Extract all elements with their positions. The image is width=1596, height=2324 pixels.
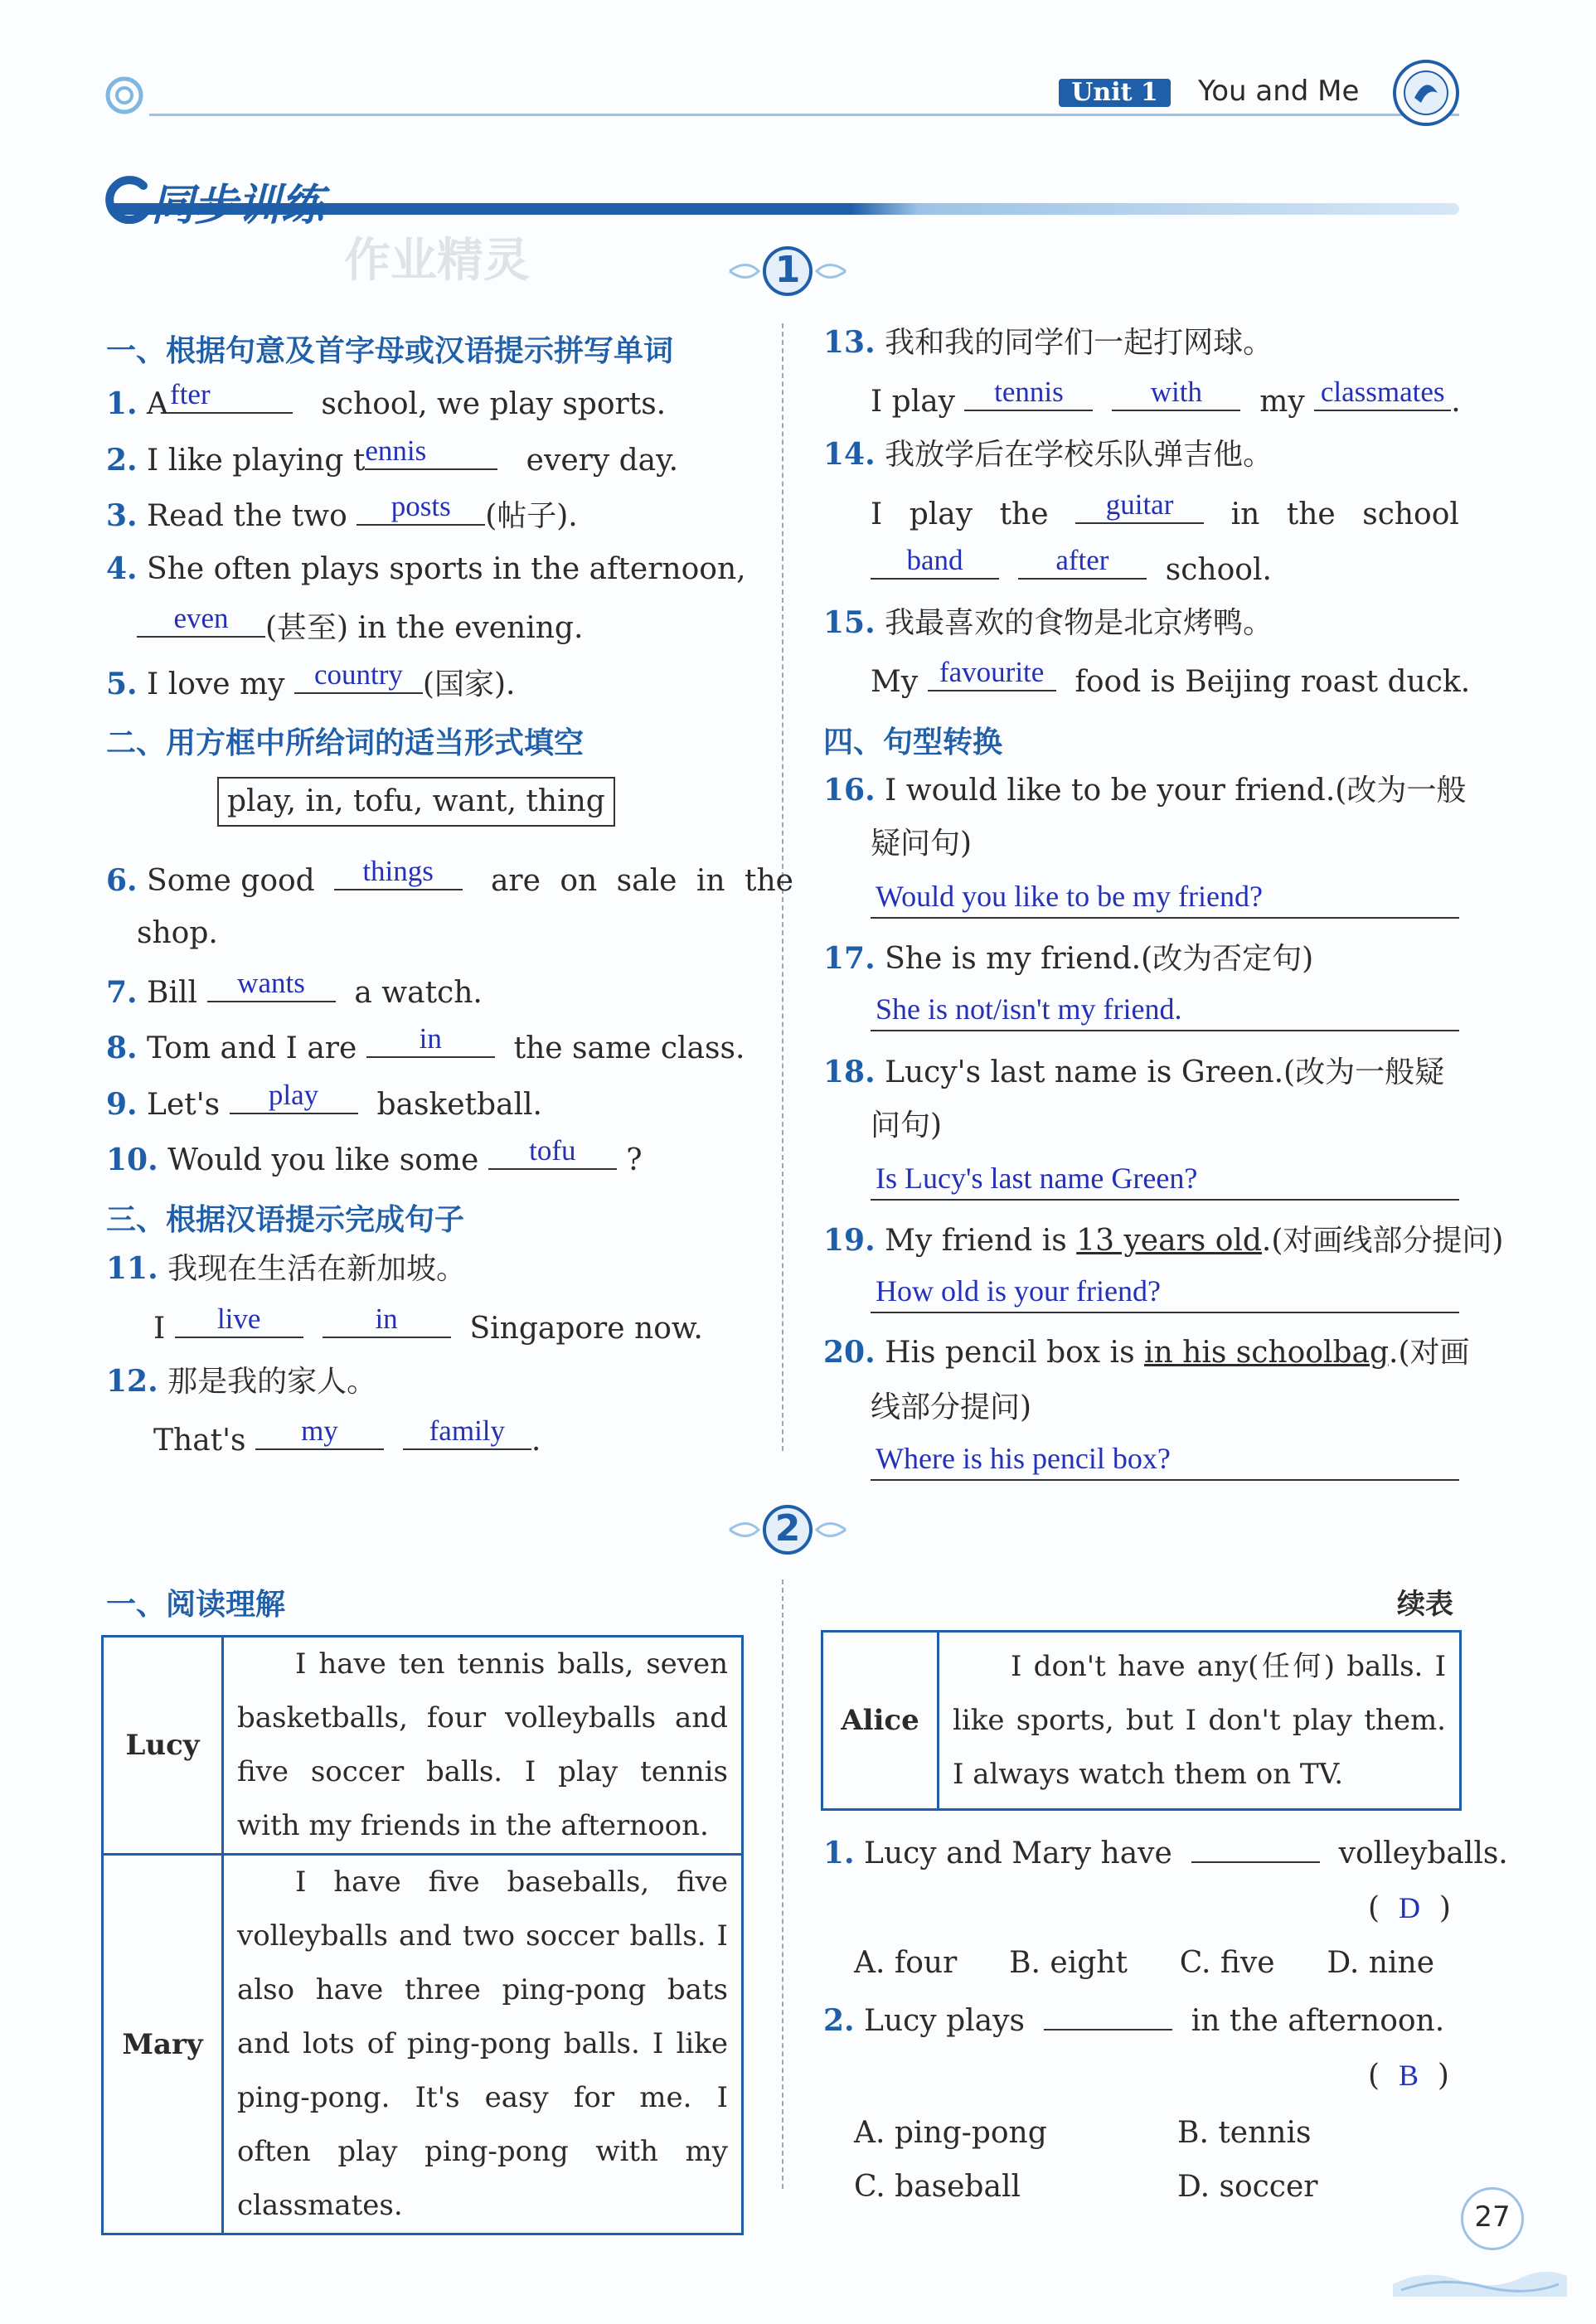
option-2a[interactable]: A. ping-pong [854,2116,1047,2150]
question-1: 1. A fter school, we play sports. [106,378,667,421]
answer-1[interactable]: fter [170,378,211,410]
answer-3[interactable]: posts [391,490,451,522]
header-line [149,114,1459,116]
reading-answer-2[interactable]: B [1398,2059,1419,2092]
question-6: 6. Some good things are on sale in the [106,855,793,898]
answer-5[interactable]: country [313,658,403,691]
question-18: 18. Lucy's last name is Green.(改为一般疑 [823,1055,1445,1089]
section-1-number: 1 [774,249,801,291]
question-14-line2: I play the guitar in the school [871,488,1459,531]
answer-13c[interactable]: classmates [1320,376,1445,408]
reading-table [101,1635,744,2235]
answer-10[interactable]: tofu [529,1134,576,1167]
answer-17[interactable]: She is not/isn't my friend. [876,992,1182,1026]
row-text-alice: I don't have any(任何) balls. I like sports, but I don't play them. I always watch them on TV. [953,1649,1446,1791]
row-name-lucy: Lucy [103,1637,223,1855]
question-7: 7. Bill wants a watch. [106,967,483,1010]
answer-line-18 [871,1162,1459,1201]
answer-8[interactable]: in [419,1022,442,1055]
answer-2[interactable]: ennis [365,434,427,467]
part-d-heading: 四、句型转换 [823,725,1003,759]
section-2-number: 2 [774,1507,801,1550]
answer-15[interactable]: favourite [939,656,1045,688]
row-text-lucy: I have ten tennis balls, seven basketballs, four volleyballs and five soccer balls. I play tennis with my friends in the afternoon. [237,1647,728,1842]
answer-16[interactable]: Would you like to be my friend? [876,880,1263,913]
answer-line-16 [871,881,1459,919]
question-11-line2: I live in Singapore now. [153,1303,703,1346]
unit-title: You and Me [1198,75,1360,108]
answer-line-17 [871,993,1459,1031]
option-1a[interactable]: A. four [854,1946,958,1980]
reading-answer-1[interactable]: D [1398,1891,1420,1924]
option-1d[interactable]: D. nine [1327,1946,1434,1980]
answer-18[interactable]: Is Lucy's last name Green? [876,1162,1198,1195]
question-11: 11. 我现在生活在新加坡。 [106,1251,467,1286]
part-c-heading: 三、根据汉语提示完成句子 [106,1203,465,1237]
table-row [822,1632,1461,1810]
row-text-mary: I have five baseballs, five volleyballs and two soccer balls. I also have three ping-pong bats and lots of ping-pong balls. I like ping-pong. It's easy for me. I often play ping-pong with my classmates. [237,1866,728,2222]
answer-11b[interactable]: in [375,1303,398,1335]
reading-answer-bracket-2: ( B ) [1368,2059,1449,2093]
publisher-logo-icon [1391,58,1462,129]
question-6-line2: shop. [137,916,218,950]
page-number: 27 [1474,2200,1511,2234]
part-a-heading: 一、根据句意及首字母或汉语提示拼写单词 [106,334,674,368]
column-divider-2 [782,1579,783,2189]
question-12-line2: That's my family . [153,1414,541,1458]
question-9: 9. Let's play basketball. [106,1079,542,1122]
question-8: 8. Tom and I are in the same class. [106,1022,745,1065]
question-15-line2: My favourite food is Beijing roast duck. [871,656,1471,699]
banner-title: 同步训练 [151,181,324,230]
answer-7[interactable]: wants [237,967,305,999]
header-swirl-icon [104,75,145,116]
continued-label: 续表 [1397,1588,1453,1621]
answer-20[interactable]: Where is his pencil box? [876,1442,1171,1475]
question-12: 12. 那是我的家人。 [106,1364,377,1399]
banner-c-icon [104,174,153,224]
option-2b[interactable]: B. tennis [1177,2116,1312,2150]
underlined-phrase-20: in his schoolbag [1144,1336,1389,1370]
answer-14b[interactable]: band [906,544,963,576]
word-box: play, in, tofu, want, thing [217,777,615,827]
underlined-phrase-19: 13 years old [1076,1224,1262,1258]
question-14-line3: band after school. [871,551,1272,585]
answer-13b[interactable]: with [1150,376,1202,408]
answer-4[interactable]: even [173,602,229,634]
question-20: 20. His pencil box is in his schoolbag.(对画 [823,1335,1470,1370]
reading-question-1: 1. Lucy and Mary have volleyballs. [823,1836,1508,1870]
question-20-line2: 线部分提问) [871,1390,1032,1424]
question-10: 10. Would you like some tofu ? [106,1134,643,1177]
reading-options-1 [854,1948,1434,1978]
answer-9[interactable]: play [268,1079,319,1111]
reading-answer-bracket-1: ( D ) [1368,1891,1451,1925]
question-16-line2: 疑问句) [871,827,973,861]
answer-13a[interactable]: tennis [994,376,1064,408]
row-name-mary: Mary [103,1855,223,2234]
part-b-heading: 二、用方框中所给词的适当形式填空 [106,726,585,760]
watermark: 作业精灵 [344,234,530,288]
question-5: 5. I love my country (国家). [106,658,516,701]
reading-heading: 一、阅读理解 [106,1588,286,1622]
reading-question-2: 2. Lucy plays in the afternoon. [823,2003,1445,2038]
answer-6[interactable]: things [362,855,434,887]
table-row [103,1855,743,2234]
question-16: 16. I would like to be your friend.(改为一般 [823,773,1467,808]
row-name-alice: Alice [822,1632,939,1810]
option-1b[interactable]: B. eight [1009,1946,1128,1980]
question-17: 17. She is my friend.(改为否定句) [823,941,1314,976]
question-13: 13. 我和我的同学们一起打网球。 [823,325,1273,360]
question-4-line2: even (甚至) in the evening. [137,609,583,643]
answer-14a[interactable]: guitar [1105,488,1174,521]
question-18-line2: 问句) [871,1109,943,1143]
question-15: 15. 我最喜欢的食物是北京烤鸭。 [823,605,1273,640]
option-2d[interactable]: D. soccer [1177,2170,1318,2204]
answer-line-20 [871,1443,1459,1481]
answer-12a[interactable]: my [301,1414,338,1447]
question-3: 3. Read the two posts (帖子). [106,490,578,533]
question-13-line2: I play tennis with my classmates . [871,376,1461,419]
question-19: 19. My friend is 13 years old.(对画线部分提问) [823,1223,1504,1258]
answer-line-19 [871,1275,1459,1313]
answer-14c[interactable]: after [1055,544,1109,576]
table-row [103,1637,743,1855]
reading-table-continued [821,1630,1462,1811]
question-4: 4. She often plays sports in the afternoon, [106,551,746,586]
answer-11a[interactable]: live [216,1303,261,1335]
option-2c[interactable]: C. baseball [854,2170,1021,2204]
answer-19[interactable]: How old is your friend? [876,1274,1161,1308]
unit-badge: Unit 1 [1059,79,1171,107]
option-1c[interactable]: C. five [1179,1946,1275,1980]
question-14: 14. 我放学后在学校乐队弹吉他。 [823,437,1273,472]
question-2: 2. I like playing t ennis every day. [106,434,679,478]
answer-12b[interactable]: family [429,1414,506,1447]
